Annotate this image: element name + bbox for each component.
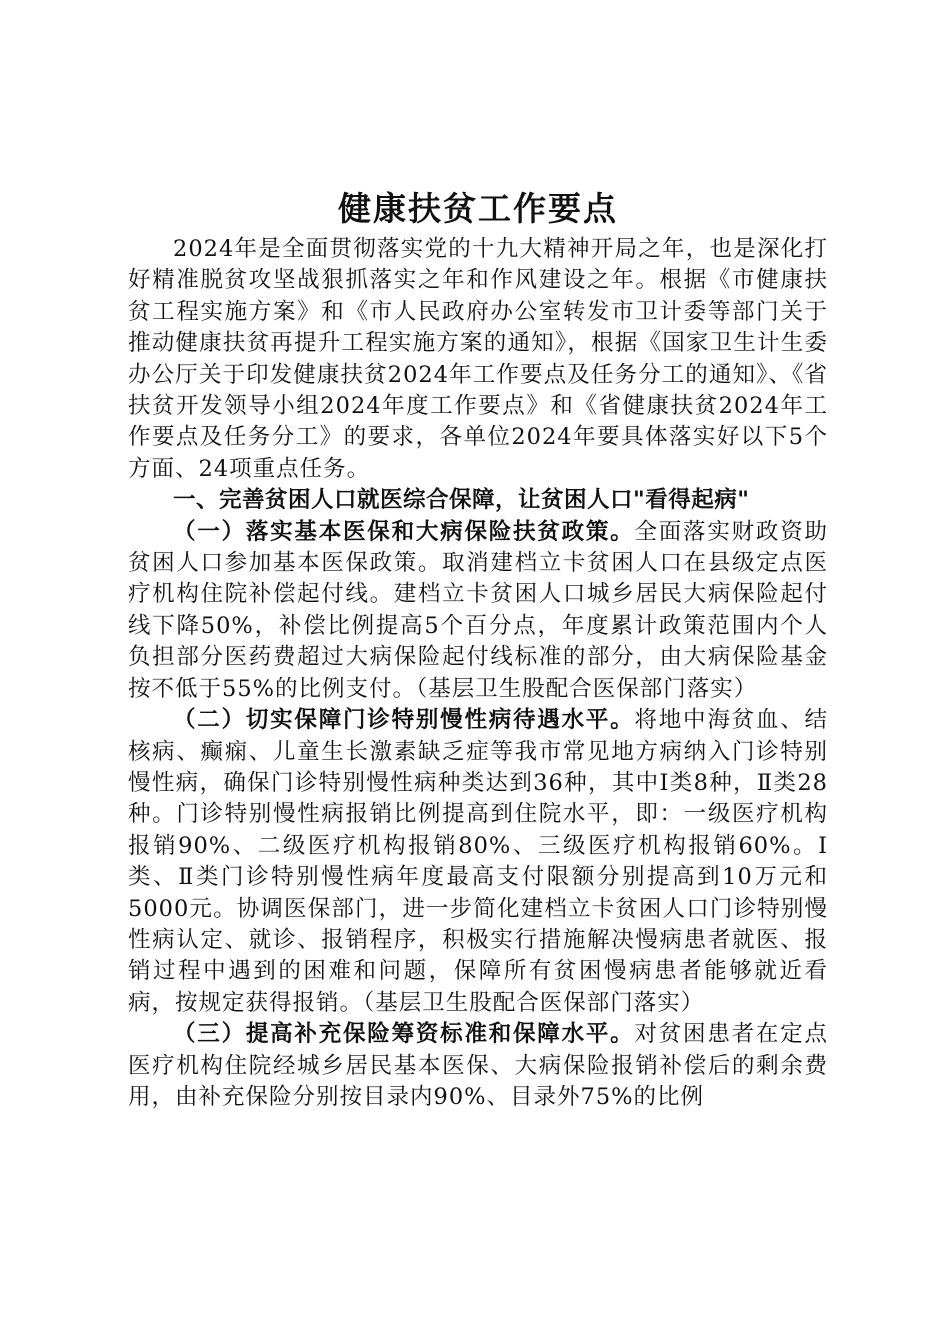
document-page: [128, 186, 828, 1113]
intro-paragraph: 2024年是全面贯彻落实党的十九大精神开局之年，也是深化打好精准脱贫攻坚战狠抓落实之年和作风建设之年。根据《市健康扶贫工程实施方案》和《市人民政府办公室转发市卫计委等部门关于推动健康扶贫再提升工程实施方案的通知》，根据《国家卫生计生委办公厅关于印发健康扶贫2024年工作要点及任务分工的通知》、《省扶贫开发领导小组2024年度工作要点》和《省健康扶贫2024年工作要点及任务分工》的要求，各单位2024年要具体落实好以下5个方面、24项重点任务。: [128, 236, 828, 482]
item-body-3: 对贫困患者在定点医疗机构住院经城乡居民基本医保、大病保险报销补偿后的剩余费用，由补充保险分别按目录内90%、目录外75%的比例: [128, 1021, 828, 1110]
item-title-3: （三）提高补充保险筹资标准和保障水平。: [173, 1021, 635, 1048]
item-paragraph-1: [128, 517, 828, 705]
item-body-2: 将地中海贫血、结核病、癫痫、儿童生长激素缺乏症等我市常见地方病纳入门诊特别慢性病，确保门诊特别慢性病种类达到36种，其中Ⅰ类8种，Ⅱ类28种。门诊特别慢性病报销比例提高到住院水平，即：一级医疗机构报销90%、二级医疗机构报销80%、三级医疗机构报销60%。Ⅰ类、Ⅱ类门诊特别慢性病年度最高支付限额分别提高到10万元和5000元。协调医保部门，进一步简化建档立卡贫困人口门诊特别慢性病认定、就诊、报销程序，积极实行措施解决慢病患者就医、报销过程中遇到的困难和问题，保障所有贫困慢病患者能够就近看病，按规定获得报销。（基层卫生股配合医保部门落实）: [128, 707, 828, 1016]
item-title-1: （一）落实基本医保和大病保险扶贫政策。: [173, 518, 635, 545]
item-paragraph-2: [128, 705, 828, 1019]
section-heading-1: 一、完善贫困人口就医综合保障，让贫困人口"看得起病": [173, 487, 750, 514]
document-title: 健康扶贫工作要点: [338, 189, 618, 228]
item-paragraph-3: [128, 1019, 828, 1113]
item-body-1: 全面落实财政资助贫困人口参加基本医保政策。取消建档立卡贫困人口在县级定点医疗机构住院补偿起付线。建档立卡贫困人口城乡居民大病保险起付线下降50%，补偿比例提高5个百分点，年度累计政策范围内个人负担部分医药费超过大病保险起付线标准的部分，由大病保险基金按不低于55%的比例支付。（基层卫生股配合医保部门落实）: [128, 518, 828, 702]
item-title-2: （二）切实保障门诊特别慢性病待遇水平。: [173, 707, 635, 734]
